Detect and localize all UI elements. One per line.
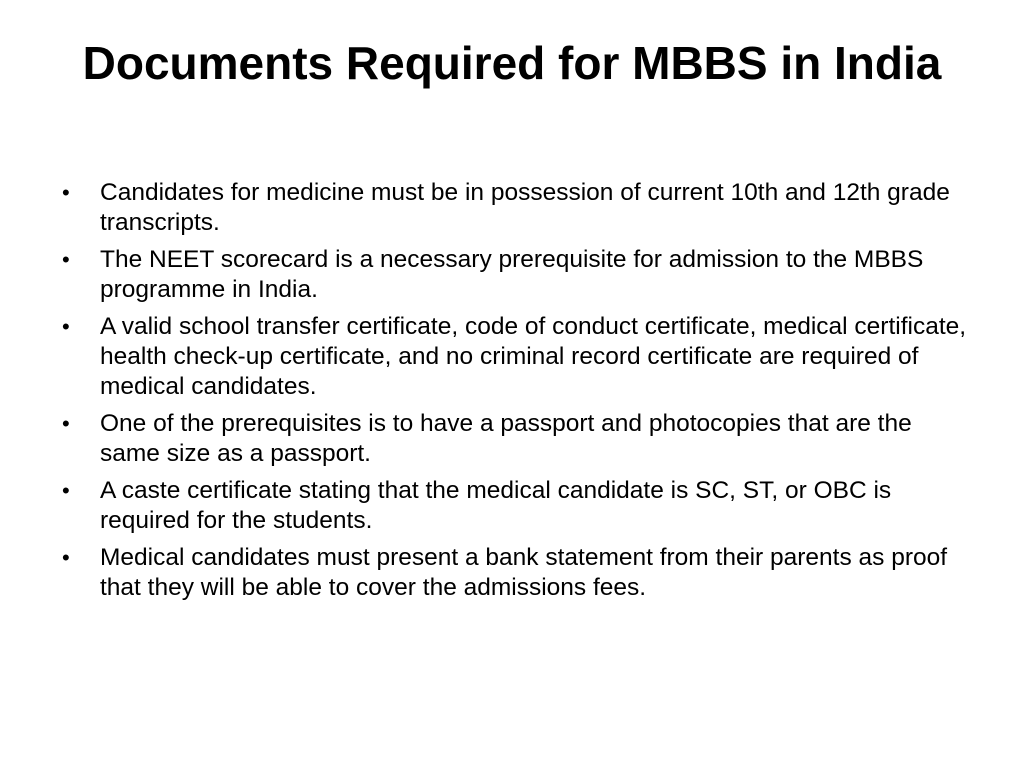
bullet-item xyxy=(62,312,972,402)
bullet-text: The NEET scorecard is a necessary prerequisite for admission to the MBBS programme in India. xyxy=(100,246,924,303)
bullet-text: Candidates for medicine must be in possession of current 10th and 12th grade transcripts. xyxy=(100,179,950,236)
bullet-dot-icon: • xyxy=(62,478,70,503)
slide-title: Documents Required for MBBS in India xyxy=(82,37,942,89)
bullet-text: A valid school transfer certificate, code of conduct certificate, medical certificate, health check-up certificate, and no criminal record certificate are required of medical candidates. xyxy=(100,313,967,400)
bullet-item xyxy=(62,409,972,469)
bullet-item xyxy=(62,543,972,603)
bullet-dot-icon: • xyxy=(62,180,70,205)
bullet-dot-icon: • xyxy=(62,545,70,570)
bullet-item xyxy=(62,178,972,238)
bullet-text: A caste certificate stating that the medical candidate is SC, ST, or OBC is required for the students. xyxy=(100,477,892,534)
bullet-dot-icon: • xyxy=(62,314,70,339)
bullet-dot-icon: • xyxy=(62,247,70,272)
bullet-text: Medical candidates must present a bank statement from their parents as proof that they will be able to cover the admissions fees. xyxy=(100,544,948,601)
bullet-text: One of the prerequisites is to have a passport and photocopies that are the same size as a passport. xyxy=(100,410,912,467)
bullet-item xyxy=(62,476,972,536)
bullet-item xyxy=(62,245,972,305)
bullet-list xyxy=(62,178,972,610)
bullet-dot-icon: • xyxy=(62,411,70,436)
